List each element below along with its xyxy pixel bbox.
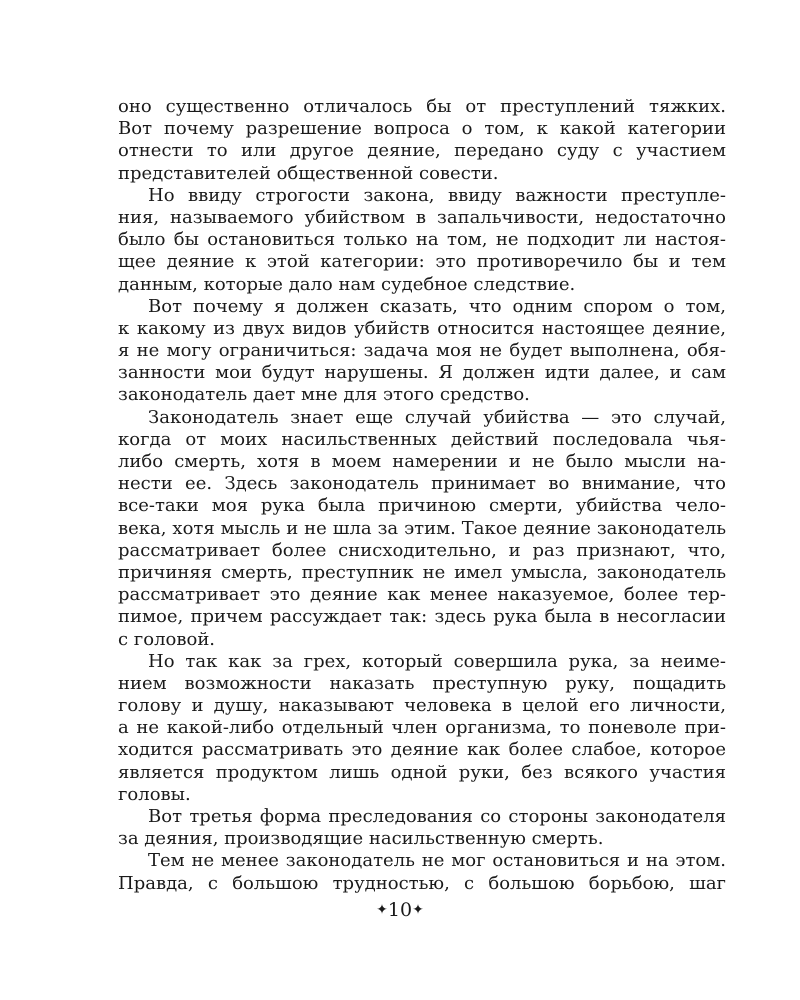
ornament-right-icon: ✦ [412, 902, 424, 918]
paragraph-start-line: Тем не менее законодатель не мог остановиться и на этом. [148, 850, 726, 872]
text-line: нести ее. Здесь законодатель принимает во внимание, что [118, 473, 726, 495]
text-line: занности мои будут нарушены. Я должен идти далее, и сам [118, 362, 726, 384]
text-line: нием возможности наказать преступную руку, пощадить [118, 672, 726, 694]
text-line: ходится рассматривать это деяние как более слабое, которое [118, 739, 726, 761]
text-line: к какому из двух видов убийств относится настоящее деяние, [118, 317, 726, 339]
text-line: либо смерть, хотя в моем намерении и не было мысли на- [118, 451, 726, 472]
text-line: века, хотя мысль и не шла за этим. Такое деяние законодатель [118, 517, 726, 539]
text-line: ния, называемого убийством в запальчивости, недостаточно [118, 206, 726, 228]
text-line: Вот почему разрешение вопроса о том, к какой категории [118, 118, 726, 140]
text-line: головы. [118, 783, 191, 805]
text-line: пимое, причем рассуждает так: здесь рука была в несогласии [118, 606, 726, 628]
ornament-left-icon: ✦ [376, 902, 388, 918]
text-line: причиняя смерть, преступник не имел умысла, законодатель [118, 561, 726, 583]
text-line: за деяния, производящие насильственную смерть. [118, 828, 604, 850]
text-line: я не могу ограничиться: задача моя не будет выполнена, обя- [118, 340, 726, 362]
paragraph-start-line: Но так как за грех, который совершила рука, за неиме- [148, 650, 726, 672]
text-line: щее деяние к этой категории: это противоречило бы и тем [118, 251, 726, 273]
text-line: оно существенно отличалось бы от преступлений тяжких. [118, 96, 726, 117]
text-line: все-таки моя рука была причиною смерти, убийства чело- [118, 495, 726, 517]
text-line: является продуктом лишь одной руки, без всякого участия [118, 761, 726, 783]
text-line: было бы остановиться только на том, не подходит ли настоя- [118, 229, 726, 251]
text-line: когда от моих насильственных действий последовала чья- [118, 428, 726, 450]
text-line: рассматривает это деяние как менее наказуемое, более тер- [118, 584, 726, 606]
text-line: Правда, с большою трудностью, с большою борьбою, шаг [118, 872, 726, 894]
body-text [118, 96, 726, 895]
page-number-footer [0, 898, 800, 922]
text-line: а не какой-либо отдельный член организма, то поневоле при- [118, 717, 726, 739]
paragraph-start-line: Вот третья форма преследования со стороны законодателя [148, 806, 726, 827]
paragraph-start-line: Вот почему я должен сказать, что одним спором о том, [148, 295, 726, 317]
text-line: законодатель дает мне для этого средство. [118, 384, 530, 406]
paragraph-start-line: Законодатель знает еще случай убийства — это случай, [148, 406, 726, 428]
text-line: голову и душу, наказывают человека в целой его личности, [118, 695, 726, 717]
paragraph-start-line: Но ввиду строгости закона, ввиду важности преступле- [148, 184, 726, 206]
text-line: отнести то или другое деяние, передано суду с участием [118, 140, 726, 162]
text-line: представителей общественной совести. [118, 162, 499, 184]
page-number: 10 [387, 899, 413, 921]
text-line: рассматривает более снисходительно, и раз признают, что, [118, 539, 726, 561]
text-line: данным, которые дало нам судебное следствие. [118, 273, 576, 295]
text-line: с головой. [118, 628, 216, 650]
